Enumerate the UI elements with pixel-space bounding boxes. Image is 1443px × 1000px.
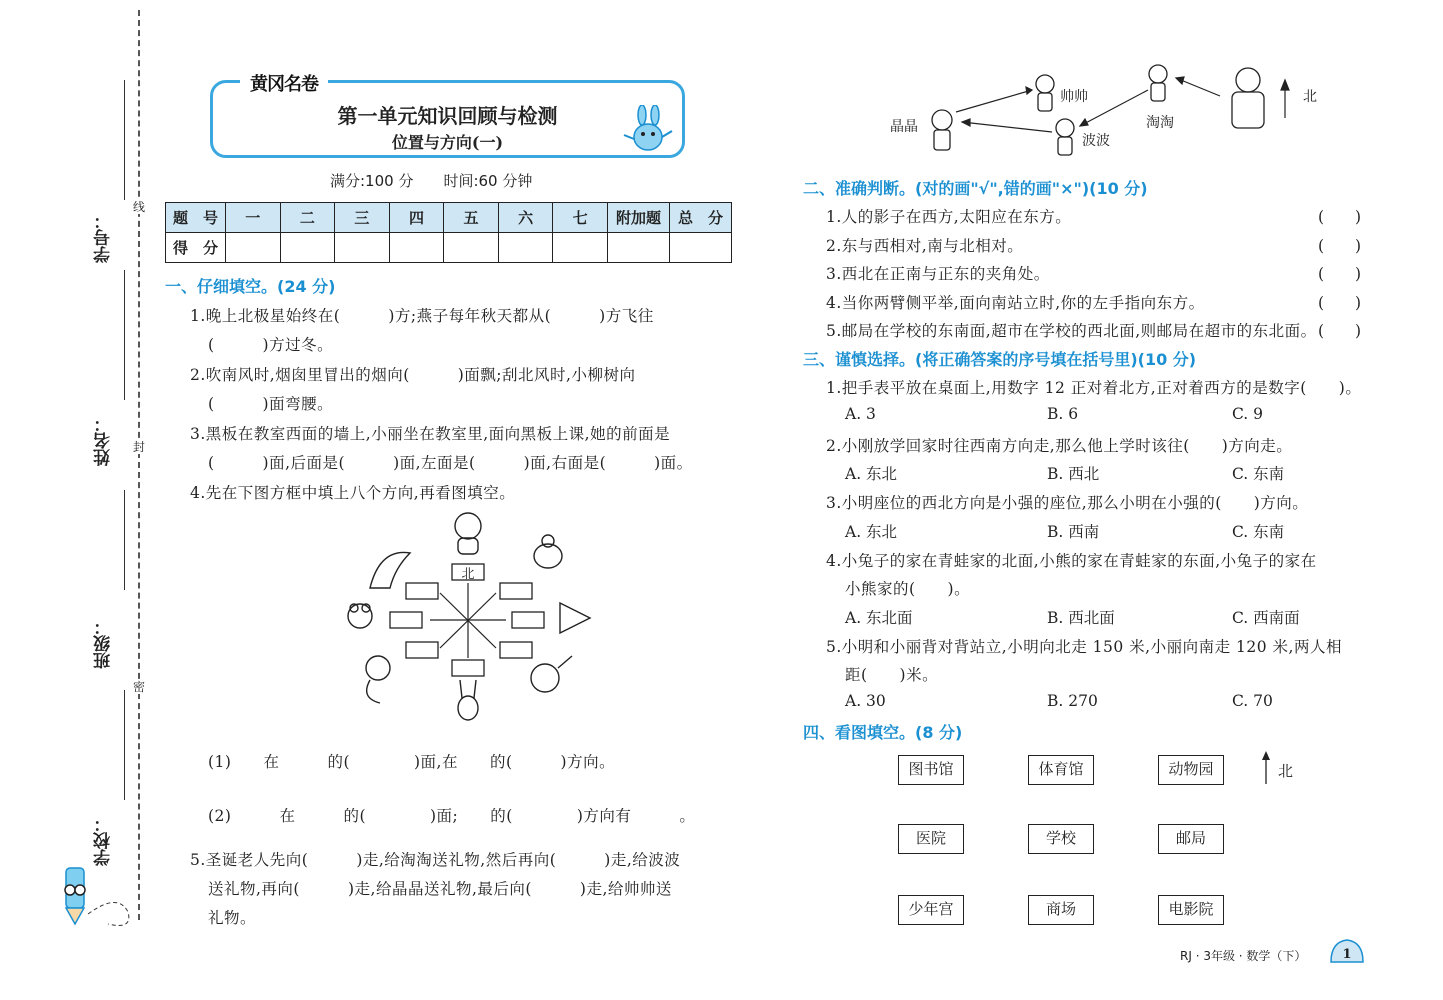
question-3-line-2: ( )面,后面是( )面,左面是( )面,右面是( )面。 bbox=[208, 454, 693, 472]
table-cell: 总 分 bbox=[670, 203, 732, 233]
table-cell: 二 bbox=[280, 203, 335, 233]
judge-answer-5[interactable]: ( ) bbox=[1318, 322, 1362, 340]
choice-4-option-c[interactable]: C. 西南面 bbox=[1232, 609, 1300, 627]
map-north-label: 北 bbox=[1303, 89, 1317, 105]
score-table-header-row bbox=[166, 203, 732, 233]
footer-info: RJ · 3年级 · 数学（下） bbox=[1180, 949, 1307, 963]
map-label-taotao: 淘淘 bbox=[1146, 115, 1174, 131]
compass-north-label: 北 bbox=[461, 567, 475, 582]
section-1-title: 一、仔细填空。(24 分) bbox=[165, 277, 336, 296]
map-label-jingjing: 晶晶 bbox=[890, 119, 918, 135]
jingjing-figure bbox=[932, 110, 952, 130]
judge-item-1: 1.人的影子在西方,太阳应在东方。 bbox=[826, 208, 1072, 226]
santa-figure bbox=[1236, 68, 1260, 92]
taotao-figure bbox=[1149, 65, 1167, 83]
table-cell: 四 bbox=[389, 203, 444, 233]
section-4-north-label: 北 bbox=[1278, 762, 1294, 780]
brand-logo: 黄冈名卷 bbox=[240, 70, 328, 94]
table-cell: 得 分 bbox=[166, 233, 226, 263]
binding-mark-line: 线 bbox=[133, 200, 146, 214]
section-3-title: 三、谨慎选择。(将正确答案的序号填在括号里)(10 分) bbox=[803, 350, 1197, 369]
choice-1-option-c[interactable]: C. 9 bbox=[1232, 405, 1264, 423]
choice-question-1: 1.把手表平放在桌面上,用数字 12 正对着北方,正对着西方的是数字( )。 bbox=[826, 379, 1362, 397]
place-post-office: 邮局 bbox=[1158, 824, 1224, 854]
question-2-line-2: ( )面弯腰。 bbox=[208, 395, 334, 413]
question-2-line-1: 2.吹南风时,烟囱里冒出的烟向( )面飘;刮北风时,小柳树向 bbox=[190, 366, 636, 384]
choice-question-3: 3.小明座位的西北方向是小强的座位,那么小明在小强的( )方向。 bbox=[826, 494, 1309, 512]
name-line-2[interactable] bbox=[124, 490, 125, 590]
choice-2-option-c[interactable]: C. 东南 bbox=[1232, 465, 1285, 483]
monkey-icon bbox=[366, 656, 390, 680]
table-cell: 题 号 bbox=[166, 203, 226, 233]
frog-icon bbox=[348, 604, 372, 628]
direction-box bbox=[406, 642, 438, 658]
bobo-figure bbox=[1056, 119, 1074, 137]
rabbit-icon bbox=[458, 696, 478, 720]
map-label-bobo: 波波 bbox=[1082, 133, 1110, 149]
score-input-cell[interactable] bbox=[444, 233, 499, 263]
pencil-mascot-icon bbox=[48, 862, 143, 932]
name-label: 姓名： bbox=[94, 415, 114, 466]
fish-icon bbox=[560, 603, 590, 633]
school-label: 学校： bbox=[94, 815, 114, 866]
place-zoo: 动物园 bbox=[1158, 755, 1224, 785]
table-cell: 附加题 bbox=[608, 203, 670, 233]
sub-question-1: (1) 在 的( )面,在 的( )方向。 bbox=[208, 753, 616, 771]
score-input-cell[interactable] bbox=[280, 233, 335, 263]
choice-question-4-line-2: 小熊家的( )。 bbox=[845, 580, 971, 598]
score-input-cell[interactable] bbox=[670, 233, 732, 263]
choice-question-5-line-1: 5.小明和小丽背对背站立,小明向北走 150 米,小丽向南走 120 米,两人相 bbox=[826, 638, 1342, 656]
rabbit-mascot-icon bbox=[618, 105, 680, 157]
page-number: 1 bbox=[1342, 947, 1352, 962]
direction-box bbox=[390, 612, 422, 628]
judge-item-5: 5.邮局在学校的东南面,超市在学校的西北面,则邮局在超市的东北面。 bbox=[826, 322, 1317, 340]
judge-item-4: 4.当你两臂侧平举,面向南站立时,你的左手指向东方。 bbox=[826, 294, 1205, 312]
score-input-cell[interactable] bbox=[498, 233, 553, 263]
choice-3-option-b[interactable]: B. 西南 bbox=[1047, 523, 1100, 541]
question-5-line-1: 5.圣诞老人先向( )走,给淘淘送礼物,然后再向( )走,给波波 bbox=[190, 851, 681, 869]
section-2-title: 二、准确判断。(对的画"√",错的画"×")(10 分) bbox=[803, 179, 1148, 198]
score-input-cell[interactable] bbox=[553, 233, 608, 263]
table-cell: 五 bbox=[444, 203, 499, 233]
direction-box bbox=[512, 612, 544, 628]
choice-2-option-a[interactable]: A. 东北 bbox=[845, 465, 898, 483]
direction-box bbox=[500, 642, 532, 658]
score-time-info: 满分:100 分 时间:60 分钟 bbox=[330, 172, 533, 190]
table-cell: 一 bbox=[226, 203, 281, 233]
choice-4-option-b[interactable]: B. 西北面 bbox=[1047, 609, 1115, 627]
question-3-line-1: 3.黑板在教室西面的墙上,小丽坐在教室里,面向黑板上课,她的前面是 bbox=[190, 425, 671, 443]
score-input-cell[interactable] bbox=[335, 233, 390, 263]
student-id-line[interactable] bbox=[124, 80, 125, 200]
page-subtitle: 位置与方向(一) bbox=[391, 133, 504, 152]
place-youth-palace: 少年宫 bbox=[898, 895, 964, 925]
binding-mark-secret: 密 bbox=[133, 680, 146, 694]
direction-box bbox=[406, 583, 438, 599]
score-table-score-row bbox=[166, 233, 732, 263]
judge-answer-2[interactable]: ( ) bbox=[1318, 237, 1362, 255]
north-arrow-icon bbox=[1260, 750, 1272, 786]
judge-answer-4[interactable]: ( ) bbox=[1318, 294, 1362, 312]
place-school: 学校 bbox=[1028, 824, 1094, 854]
choice-3-option-c[interactable]: C. 东南 bbox=[1232, 523, 1285, 541]
binding-mark-seal: 封 bbox=[133, 440, 146, 454]
choice-4-option-a[interactable]: A. 东北面 bbox=[845, 609, 913, 627]
student-id-label: 学号： bbox=[94, 212, 114, 263]
judge-item-2: 2.东与西相对,南与北相对。 bbox=[826, 237, 1024, 255]
shuaishuai-figure bbox=[1036, 75, 1054, 93]
dog-icon bbox=[455, 513, 481, 539]
direction-box bbox=[500, 583, 532, 599]
table-cell: 六 bbox=[498, 203, 553, 233]
place-mall: 商场 bbox=[1028, 895, 1094, 925]
chick-icon bbox=[531, 664, 559, 692]
parrot-icon bbox=[370, 552, 410, 588]
question-5-line-3: 礼物。 bbox=[208, 909, 257, 927]
place-hospital: 医院 bbox=[898, 824, 964, 854]
direction-box bbox=[452, 660, 484, 676]
judge-item-3: 3.西北在正南与正东的夹角处。 bbox=[826, 265, 1050, 283]
choice-2-option-b[interactable]: B. 西北 bbox=[1047, 465, 1100, 483]
table-cell: 七 bbox=[553, 203, 608, 233]
compass-diagram bbox=[340, 508, 600, 728]
question-1-line-2: ( )方过冬。 bbox=[208, 336, 334, 354]
santa-route-map bbox=[880, 60, 1340, 170]
sub-question-2: (2) 在 的( )面; 的( )方向有 。 bbox=[208, 807, 696, 825]
section-4-title: 四、看图填空。(8 分) bbox=[803, 723, 963, 742]
place-gym: 体育馆 bbox=[1028, 755, 1094, 785]
choice-5-option-c[interactable]: C. 70 bbox=[1232, 692, 1273, 710]
place-library: 图书馆 bbox=[898, 755, 964, 785]
score-table bbox=[165, 202, 732, 263]
class-label: 班级： bbox=[94, 618, 114, 669]
choice-question-4-line-1: 4.小兔子的家在青蛙家的北面,小熊的家在青蛙家的东面,小兔子的家在 bbox=[826, 552, 1317, 570]
question-4-line: 4.先在下图方框中填上八个方向,再看图填空。 bbox=[190, 484, 516, 502]
choice-question-2: 2.小刚放学回家时往西南方向走,那么他上学时该往( )方向走。 bbox=[826, 437, 1293, 455]
class-line[interactable] bbox=[124, 690, 125, 800]
page-title: 第一单元知识回顾与检测 bbox=[337, 104, 558, 128]
judge-answer-3[interactable]: ( ) bbox=[1318, 265, 1362, 283]
choice-5-option-b[interactable]: B. 270 bbox=[1047, 692, 1098, 710]
question-5-line-2: 送礼物,再向( )走,给晶晶送礼物,最后向( )走,给帅帅送 bbox=[208, 880, 672, 898]
choice-5-option-a[interactable]: A. 30 bbox=[845, 692, 886, 710]
choice-question-5-line-2: 距( )米。 bbox=[845, 666, 939, 684]
judge-answer-1[interactable]: ( ) bbox=[1318, 208, 1362, 226]
question-1-line-1: 1.晚上北极星始终在( )方;燕子每年秋天都从( )方飞往 bbox=[190, 307, 654, 325]
place-cinema: 电影院 bbox=[1158, 895, 1224, 925]
choice-1-option-a[interactable]: A. 3 bbox=[845, 405, 876, 423]
table-cell: 三 bbox=[335, 203, 390, 233]
choice-1-option-b[interactable]: B. 6 bbox=[1047, 405, 1079, 423]
binding-dashed-line bbox=[138, 10, 140, 920]
map-label-shuaishuai: 帅帅 bbox=[1060, 89, 1088, 105]
score-input-cell[interactable] bbox=[608, 233, 670, 263]
choice-3-option-a[interactable]: A. 东北 bbox=[845, 523, 898, 541]
score-input-cell[interactable] bbox=[389, 233, 444, 263]
name-line[interactable] bbox=[124, 270, 125, 400]
score-input-cell[interactable] bbox=[226, 233, 281, 263]
